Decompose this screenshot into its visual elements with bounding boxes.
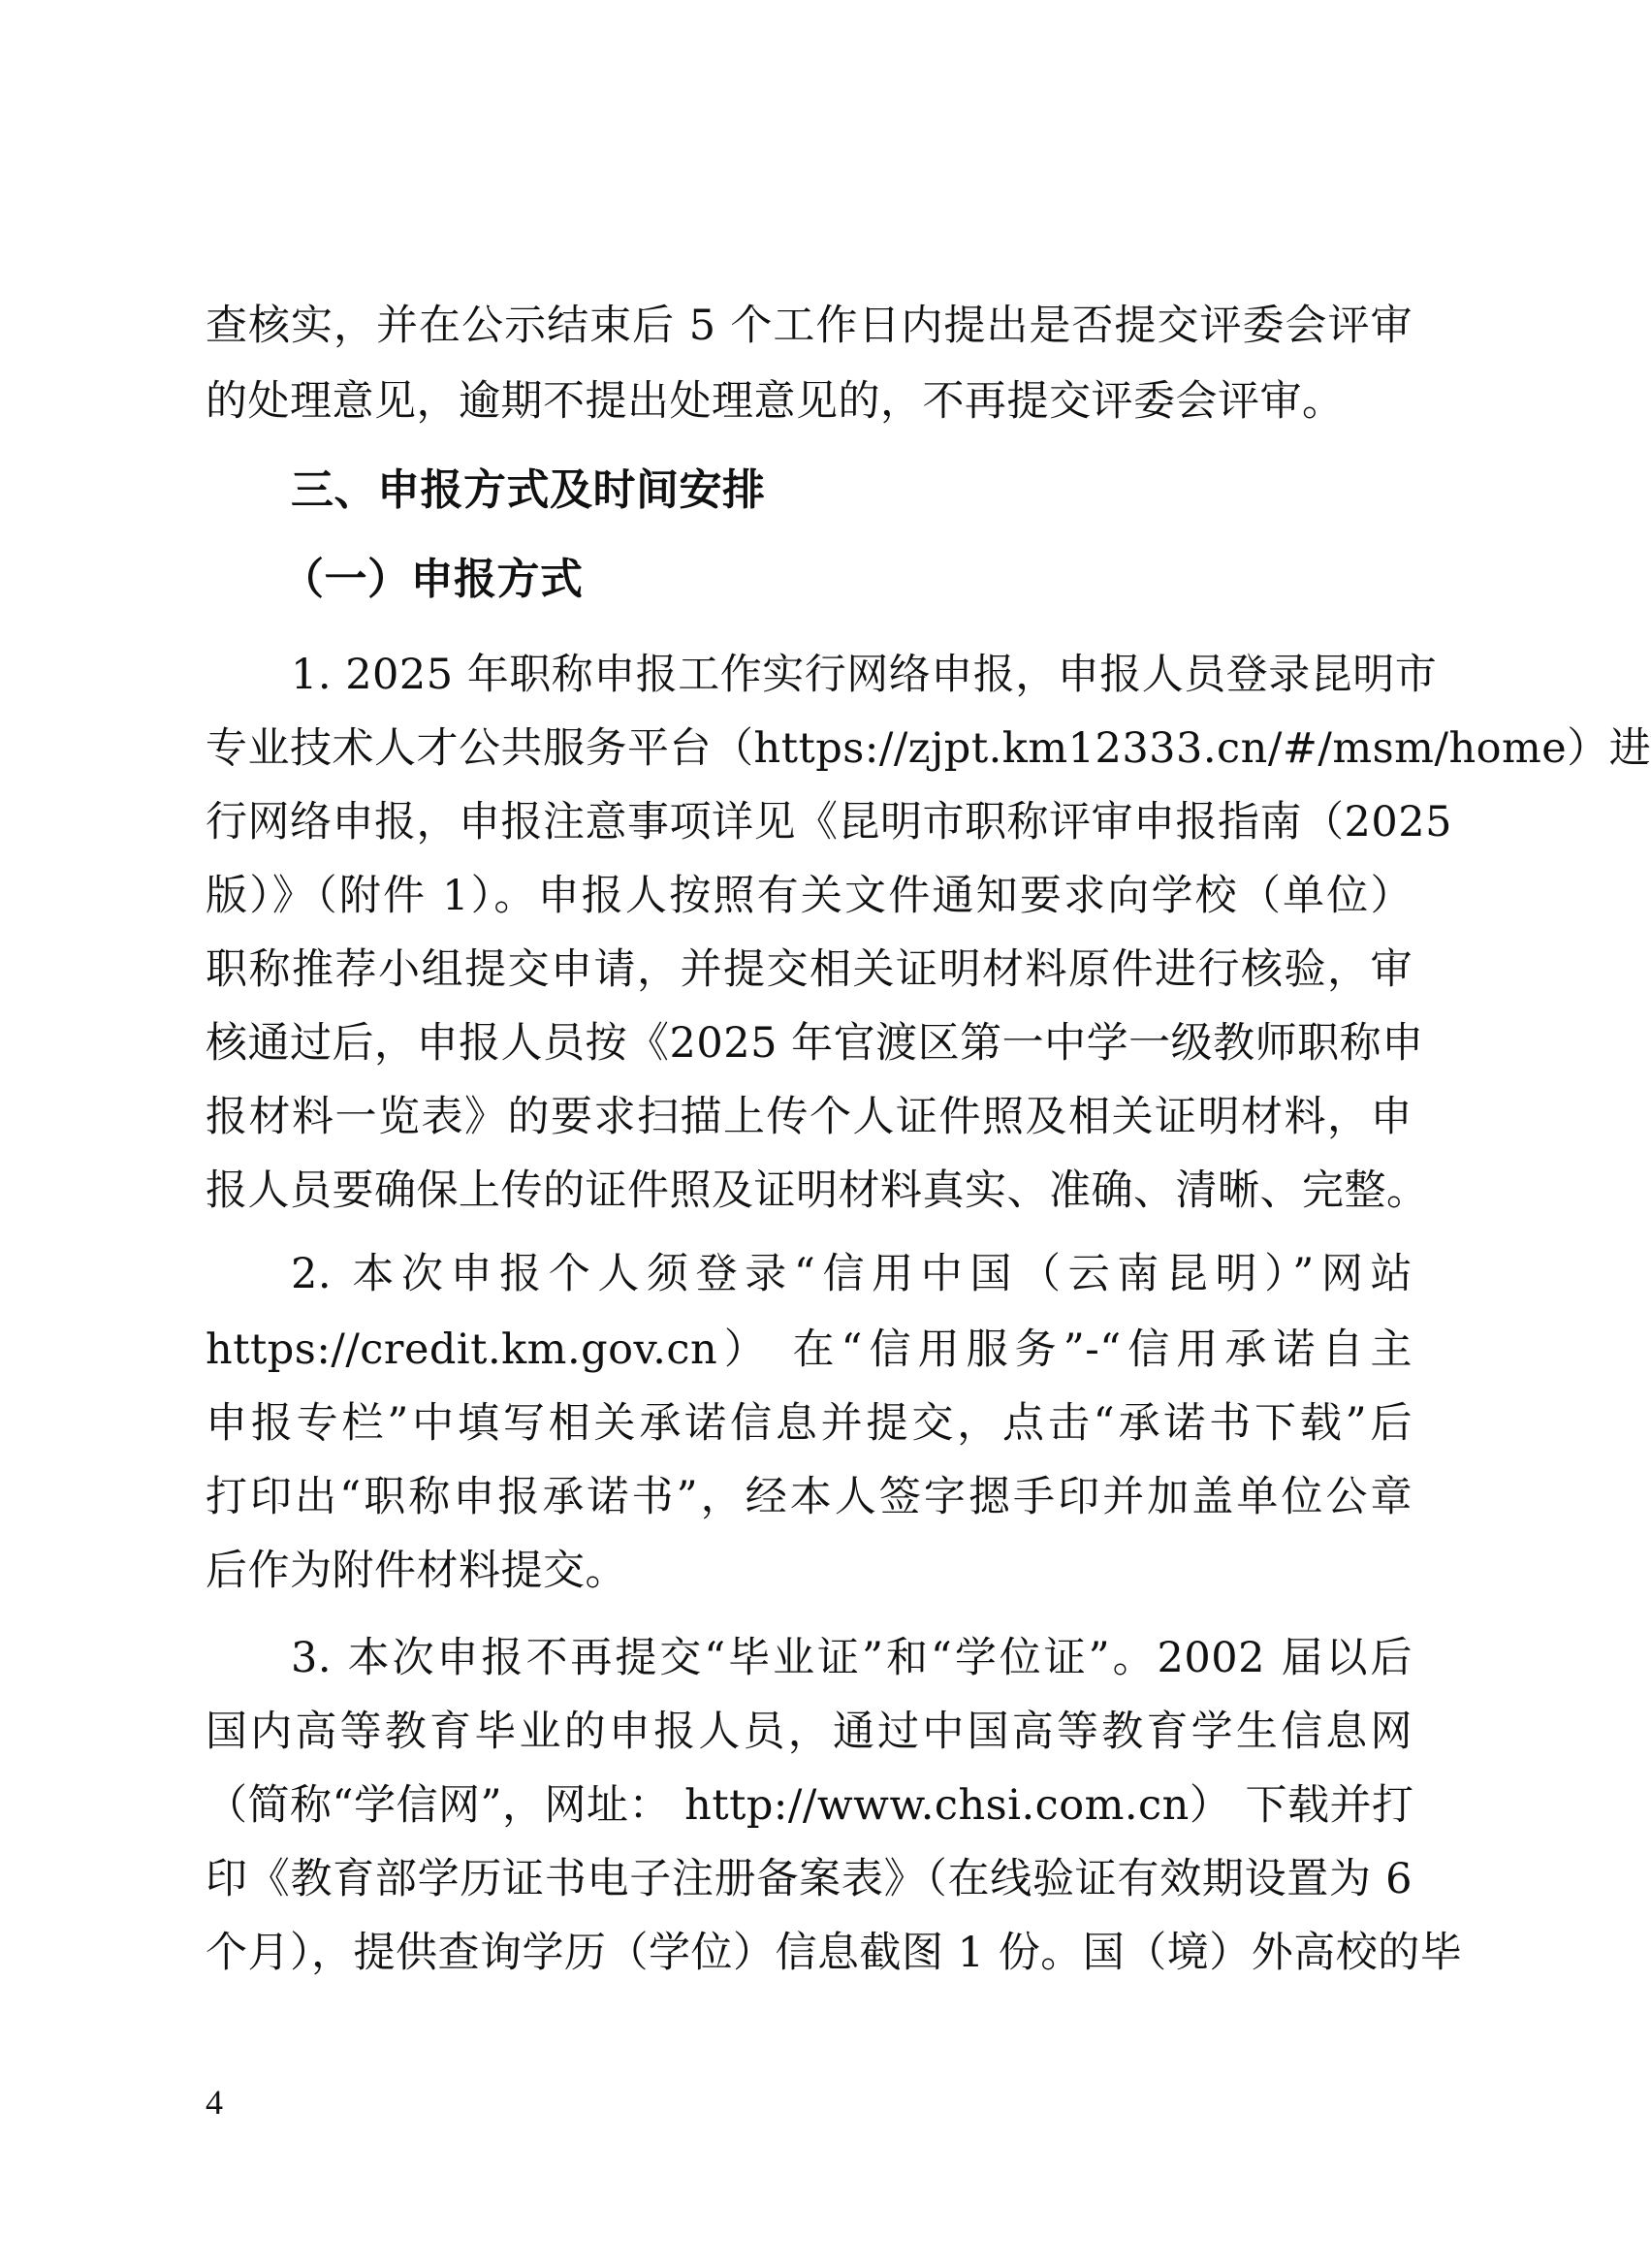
body-line-2: 的处理意见，逾期不提出处理意见的，不再提交评委会评审。 <box>206 377 1345 426</box>
item-1-line-4: 版）》（附件 1）。申报人按照有关文件通知要求向学校（单位） <box>206 872 1413 920</box>
body-line-1: 查核实，并在公示结束后 5 个工作日内提出是否提交评委会评审 <box>206 302 1413 350</box>
item-1-line-5: 职称推荐小组提交申请，并提交相关证明材料原件进行核验，审 <box>206 945 1413 994</box>
item-3-line-1: 3. 本次申报不再提交“毕业证”和“学位证”。2002 届以后 <box>291 1634 1413 1682</box>
item-1-line-3: 行网络申报，申报注意事项详见《昆明市职称评审申报指南（2025 <box>206 798 1452 847</box>
item-3-line-5: 个月），提供查询学历（学位）信息截图 1 份。国（境）外高校的毕 <box>206 1929 1463 1977</box>
item-1-line-8: 报人员要确保上传的证件照及证明材料真实、准确、清晰、完整。 <box>206 1166 1429 1215</box>
item-1-line-7: 报材料一览表》的要求扫描上传个人证件照及相关证明材料，申 <box>206 1093 1413 1141</box>
item-2-line-5: 后作为附件材料提交。 <box>206 1547 627 1595</box>
item-2-line-3: 申报专栏”中填写相关承诺信息并提交，点击“承诺书下载”后 <box>206 1399 1413 1448</box>
item-2-line-2: https://credit.km.gov.cn） 在“信用服务”-“信用承诺自主 <box>206 1326 1413 1374</box>
item-3-line-3: （简称“学信网”，网址： http://www.chsi.com.cn） 下载并打 <box>206 1781 1414 1830</box>
item-2-line-1: 2. 本次申报个人须登录“信用中国（云南昆明）”网站 <box>291 1250 1413 1298</box>
item-1-line-2: 专业技术人才公共服务平台（https://zjpt.km12333.cn/#/msm/home）进 <box>206 724 1651 773</box>
section-heading: 三、申报方式及时间安排 <box>291 465 766 515</box>
subsection-heading: （一）申报方式 <box>281 555 584 604</box>
item-3-line-4: 印《教育部学历证书电子注册备案表》（在线验证有效期设置为 6 <box>206 1855 1413 1903</box>
item-1-line-1: 1. 2025 年职称申报工作实行网络申报，申报人员登录昆明市 <box>291 651 1438 699</box>
item-2-line-4: 打印出“职称申报承诺书”，经本人签字摁手印并加盖单位公章 <box>206 1473 1413 1521</box>
item-3-line-2: 国内高等教育毕业的申报人员，通过中国高等教育学生信息网 <box>206 1708 1413 1756</box>
item-1-line-6: 核通过后，申报人员按《2025 年官渡区第一中学一级教师职称申 <box>206 1019 1424 1068</box>
page-number: 4 <box>206 2083 223 2122</box>
